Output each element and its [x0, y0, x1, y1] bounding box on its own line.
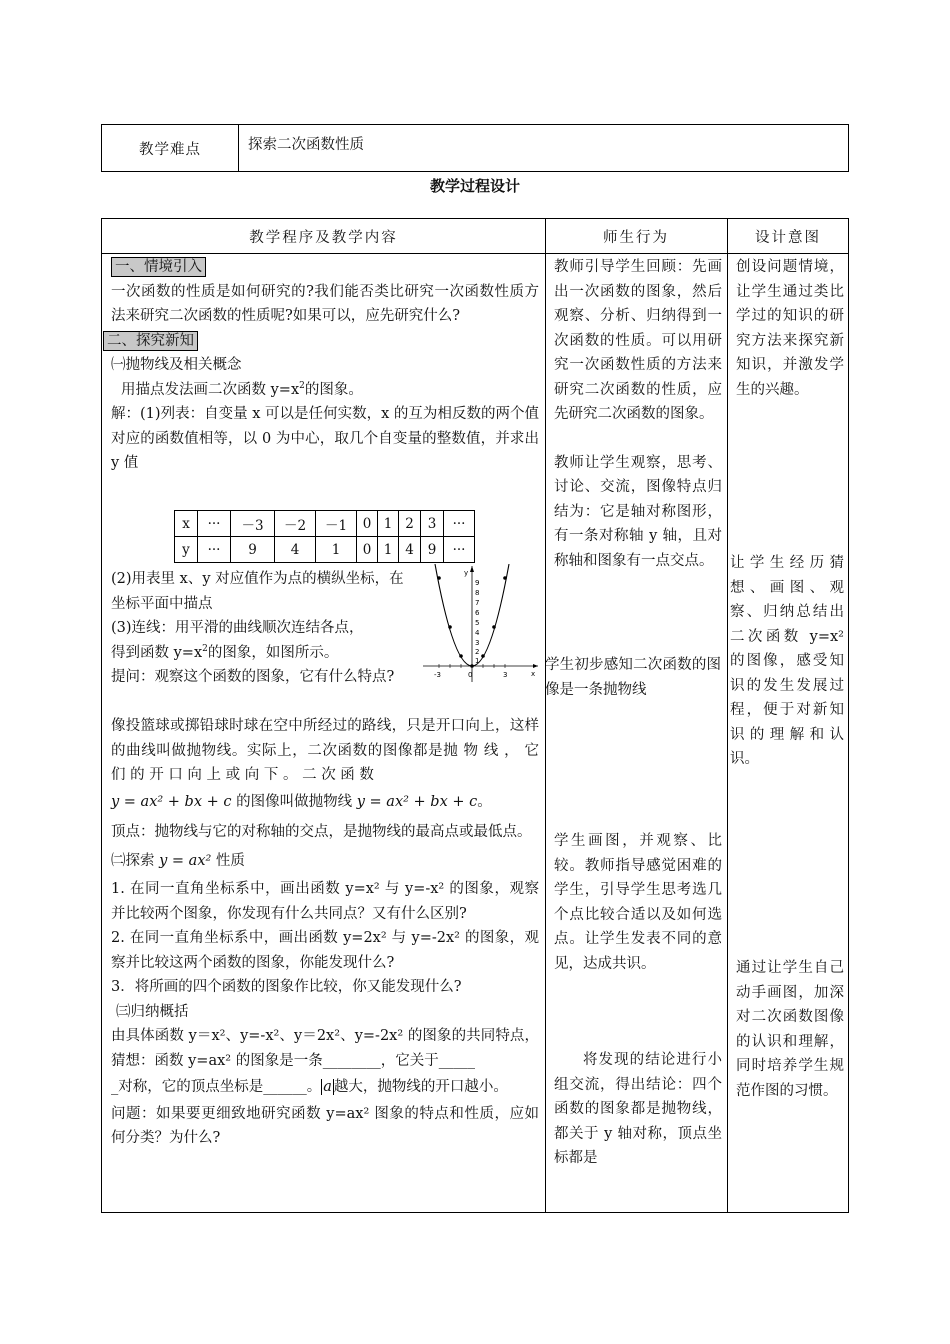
summary-1: 由具体函数 y＝x²、y=-x²、y＝2x²、y=-2x² 的图象的共同特点，猜想：函数 y=ax² 的图象是一条________，它关于_____ [111, 1028, 539, 1069]
steps-block [111, 567, 411, 690]
intent-block-2 [730, 551, 844, 772]
y-tick: 3 [475, 639, 480, 647]
question-3: 3．将所画的四个函数的图象作比较，你又能发现什么? [111, 979, 462, 995]
intro-paragraph: 一次函数的性质是如何研究的?我们能否类比研究一次函数性质方法来研究二次函数的性质呢?如果可以，应先研究什么? [111, 283, 539, 324]
y-tick: 2 [475, 648, 480, 656]
teacher-text-1: 教师引导学生回顾：先画出一次函数的图象，然后观察、分析、归纳得到一次函数的性质。可以用研究一次函数性质的方法来研究二次函数的性质，应先研究二次函数的图象。 [554, 259, 722, 422]
page-heading: 教学过程设计 [429, 177, 520, 195]
subsection-1: ㈠抛物线及相关概念 [111, 357, 242, 373]
header-content: 教学程序及教学内容 [249, 229, 398, 246]
step-2: (2)用表里 x、y 对应值作为点的横纵坐标，在坐标平面中描点 [111, 571, 404, 612]
step-3: (3)连线：用平滑的曲线顺次连结各点， [111, 620, 364, 636]
table-row: y ··· 9 4 1 0 1 4 9 ··· [175, 537, 475, 563]
parabola-paragraph: 像投篮球或掷铅球时球在空中所经过的路线，只是开口向上，这样的曲线叫做抛物线。实际上，二次函数的图像都是抛 物 线 ， 它 们 的 开 口 向 上 或 向 下 。 二 次 函 数 [111, 718, 539, 783]
question-1: 1. 在同一直角坐标系中，画出函数 y=x² 与 y=-x² 的图象，观察并比较两个图象，你发现有什么共同点？又有什么区别? [111, 881, 539, 922]
header-intent: 设计意图 [755, 229, 821, 246]
teacher-text-4: 学生画图，并观察、比较。教师指导感觉困难的学生，引导学生思考选几个点比较合适以及如何选点。让学生发表不同的意见，达成共识。 [554, 833, 722, 972]
y-tick: 9 [475, 579, 480, 587]
teacher-text-3: 学生初步感知二次函数的图像是一条抛物线 [545, 657, 721, 698]
summary-2: _对称，它的顶点坐标是______。 a 越大，抛物线的开口越小。 [111, 1079, 508, 1095]
content-column [107, 255, 539, 476]
x-axis-label: x [531, 670, 536, 678]
subsection-3: ㈢归纳概括 [116, 1003, 189, 1020]
intent-column [736, 255, 844, 402]
intent-text-2: 让学生经历猜想、画图、观察、归纳总结出二次函数 y=x² 的图像，感受知识的发生发展过程，便于对新知识的理解和认识。 [730, 555, 844, 767]
y-tick: 4 [475, 629, 480, 637]
parabola-graph [420, 564, 540, 689]
difficulty-label: 教学难点 [102, 125, 239, 171]
teacher-block-3 [545, 653, 721, 702]
solution-text: 解：(1)列表：自变量 x 可以是任何实数，x 的互为相反数的两个值对应的函数值相等，以 0 为中心，取几个自变量的整数值，并求出 y 值 [111, 406, 539, 471]
intent-text-3: 通过让学生自己动手画图，加深对二次函数图像的认识和理解，同时培养学生规范作图的习惯。 [736, 960, 844, 1099]
teacher-text-2: 教师让学生观察，思考、讨论、交流，图像特点归结为：它是轴对称图形，有一条对称轴 y 轴，且对称轴和图象有一点交点。 [554, 454, 722, 569]
process-table [101, 218, 849, 1213]
section-intro: 一、情境引入 [111, 257, 206, 277]
value-table [174, 510, 475, 563]
x-tick: 0 [468, 671, 473, 679]
problem-question: 问题：如果要更细致地研究函数 y=ax² 图象的特点和性质，应如何分类？为什么? [111, 1105, 539, 1146]
intent-block-3 [736, 956, 844, 1103]
vertex-definition: 顶点：抛物线与它的对称轴的交点，是抛物线的最高点或最低点。 [111, 824, 532, 840]
draw-instruction: 用描点发法画二次函数 $y=x^2$的图象。 [121, 380, 363, 398]
formula-line: y = ax² + bx + c 的图像叫做抛物线 y = ax² + bx + c。 [111, 793, 492, 810]
difficulty-value: 探索二次函数性质 [248, 137, 364, 153]
y-axis-label: y [464, 569, 469, 577]
step-3b: 得到函数 $y=x^2$的图象，如图所示。 [111, 643, 339, 661]
question-ask: 提问：观察这个函数的图象，它有什么特点? [111, 669, 395, 685]
content-column-2 [111, 714, 539, 1151]
teacher-block-4 [554, 829, 722, 1171]
x-tick: -3 [434, 671, 441, 679]
x-tick: 3 [503, 671, 508, 679]
y-tick: 1 [475, 657, 480, 665]
header-teacher: 师生行为 [603, 229, 669, 246]
teacher-column [554, 255, 722, 573]
question-2: 2. 在同一直角坐标系中，画出函数 y=2x² 与 y=-2x² 的图象，观察并比较这两个函数的图象，你能发现什么? [111, 930, 539, 971]
y-tick: 8 [475, 589, 480, 597]
intent-text-1: 创设问题情境，让学生通过类比学过的知识的研究方法来探究新知识，并激发学生的兴趣。 [736, 259, 844, 398]
y-tick: 5 [475, 619, 480, 627]
section-explore: 二、探究新知 [103, 331, 198, 351]
difficulty-table [101, 124, 849, 172]
teacher-text-5: 将发现的结论进行小组交流，得出结论：四个函数的图象都是抛物线，都关于 y 轴对称，顶点坐标都是 [554, 1052, 722, 1166]
subsection-2: ㈡探索 y = ax² 性质 [111, 852, 245, 869]
y-tick: 6 [475, 609, 480, 617]
y-tick: 7 [475, 599, 480, 607]
table-row: x ··· －3 －2 －1 0 1 2 3 ··· [175, 511, 475, 537]
